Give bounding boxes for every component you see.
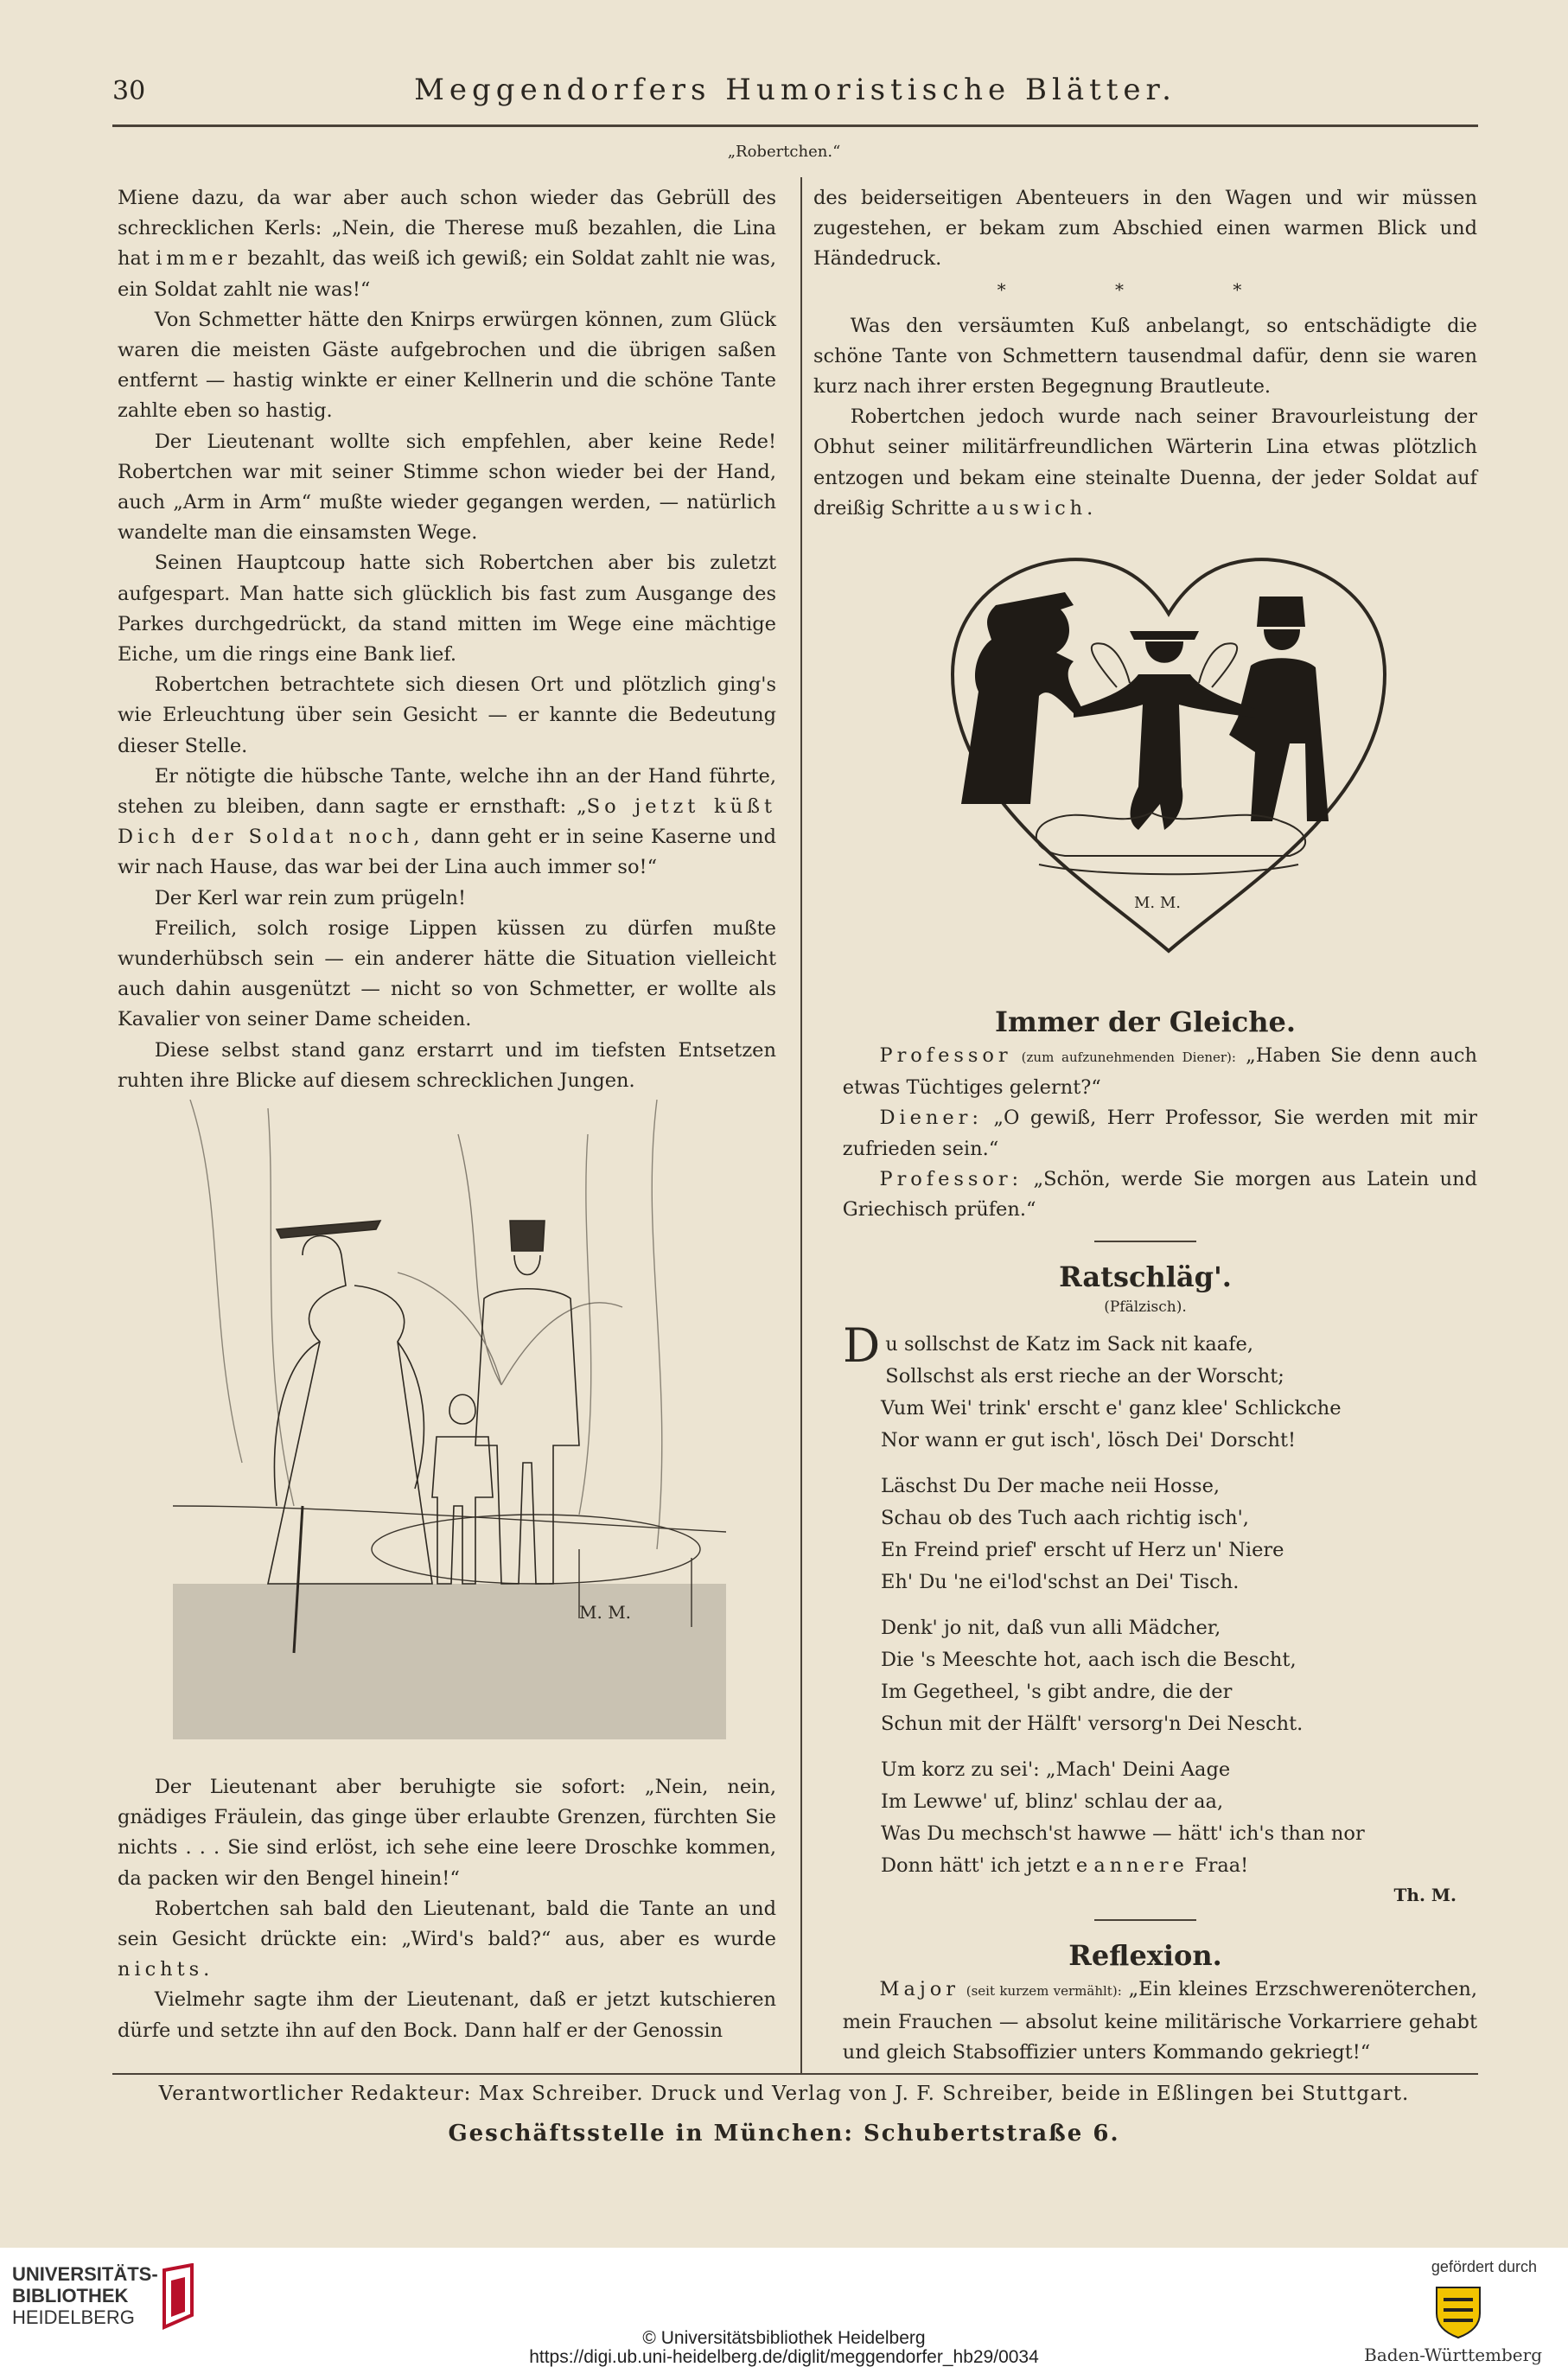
paragraph: Robertchen sah bald den Lieutenant, bald die Tante an und sein Gesicht drückte ein: „Wird's bald?“ aus, aber es wurde nichts. xyxy=(118,1897,776,1981)
column-divider xyxy=(800,177,802,2075)
left-column-top xyxy=(118,183,776,1096)
funder-name: Baden-Württemberg xyxy=(1364,2345,1542,2365)
poem-line: Was Du mechsch'st hawwe — hätt' ich's than nor xyxy=(881,1822,1365,1846)
paragraph: Robertchen betrachtete sich diesen Ort und plötzlich ging's wie Erleuchtung über sein Gesicht — er kannte die Bedeutung dieser Stelle. xyxy=(118,673,776,757)
poem-line: Im Gegetheel, 's gibt andre, die der xyxy=(881,1681,1233,1704)
library-logo-text: UNIVERSITÄTS- BIBLIOTHEK HEIDELBERG xyxy=(12,2263,158,2328)
poem-line: Schau ob des Tuch aach richtig isch', xyxy=(881,1507,1249,1530)
state-crest-icon xyxy=(1428,2282,1488,2339)
illustration-signature: M. M. xyxy=(579,1602,632,1623)
left-column-bottom xyxy=(118,1772,776,2046)
piece-title-ratschlaeg: Ratschläg'. xyxy=(1059,1260,1232,1294)
library-logo-icon xyxy=(161,2263,195,2332)
poem-stanza xyxy=(813,1318,1477,1457)
poem-stanza xyxy=(813,1612,1477,1740)
paragraph: Der Lieutenant wollte sich empfehlen, aber keine Rede! Robertchen war mit seiner Stimme schon wieder bei der Hand, auch „Arm in Arm“ mußte wieder gegangen werden, — natürlich wandelte man die einsamsten Wege. xyxy=(118,430,776,545)
dialogue-line: Major (seit kurzem vermählt): „Ein kleines Erzschwerenöterchen, mein Frauchen — absolut keine militärische Vorkarriere gehabt und gleich Stabsoffizier unters Kommando gekriegt!“ xyxy=(842,1978,1478,2064)
poem-line: Läschst Du Der mache neii Hosse, xyxy=(881,1475,1221,1498)
park-illustration xyxy=(173,1100,726,1739)
paragraph: Vielmehr sagte ihm der Lieutenant, daß er jetzt kutschieren dürfe und setzte ihn auf den Bock. Dann half er der Genossin xyxy=(118,1988,776,2042)
poem-line: Sollschst als erst rieche an der Worscht; xyxy=(885,1365,1284,1388)
drop-cap: D xyxy=(843,1318,881,1374)
paragraph: Von Schmetter hätte den Knirps erwürgen können, zum Glück waren die meisten Gäste aufgebrochen und die übrigen saßen entfernt — hastig winkte er einer Kellnerin und die schöne Tante zahlte eben so hastig. xyxy=(118,308,776,423)
dialogue-line: Diener: „O gewiß, Herr Professor, Sie werden mit mir zufrieden sein.“ xyxy=(842,1107,1477,1160)
office-address: Geschäftsstelle in München: Schubertstraße 6. xyxy=(448,2121,1120,2147)
poem-line: Denk' jo nit, daß vun alli Mädcher, xyxy=(881,1617,1221,1640)
poem-line: En Freind prief' erscht uf Herz un' Niere xyxy=(881,1539,1284,1562)
footer-rule xyxy=(112,2073,1478,2075)
paragraph: Robertchen jedoch wurde nach seiner Bravourleistung der Obhut seiner militärfreundlichen Wärterin Lina etwas plötzlich entzogen und bekam eine steinalte Duenna, der jeder Soldat auf dreißig Schritte auswich. xyxy=(813,405,1477,520)
poem-line: Vum Wei' trink' erscht e' ganz klee' Schlickche xyxy=(881,1397,1342,1420)
right-column-pieces xyxy=(813,1003,1477,2068)
piece-subtitle: (Pfälzisch). xyxy=(1104,1298,1187,1317)
paragraph: Der Kerl war rein zum prügeln! xyxy=(154,886,467,909)
dialogue-line: Professor (zum aufzunehmenden Diener): „Haben Sie denn auch etwas Tüchtiges gelernt?“ xyxy=(842,1044,1478,1100)
poem-line: Die 's Meeschte hot, aach isch die Bescht, xyxy=(881,1649,1297,1672)
poem-stanza xyxy=(813,1754,1477,1882)
funding-label: gefördert durch xyxy=(1431,2258,1537,2275)
dialogue-line: Professor: „Schön, werde Sie morgen aus Latein und Griechisch prüfen.“ xyxy=(842,1167,1478,1222)
heart-signature: M. M. xyxy=(1134,894,1182,912)
imprint-line: Verantwortlicher Redakteur: Max Schreiber. Druck und Verlag von J. F. Schreiber, beide in Eßlingen bei Stuttgart. xyxy=(158,2083,1410,2105)
poem-line: Eh' Du 'ne ei'lod'schst an Dei' Tisch. xyxy=(881,1571,1240,1594)
poem-line: Donn hätt' ich jetzt e annere Fraa! xyxy=(881,1854,1249,1878)
paragraph: Seinen Hauptcoup hatte sich Robertchen aber bis zuletzt aufgespart. Man hatte sich glücklich bis fast zum Ausgange des Parkes durchgedrückt, da stand mitten im Wege eine mächtige Eiche, um die rings eine Bank lief. xyxy=(118,552,776,667)
poem-stanza xyxy=(813,1471,1477,1598)
paragraph: Diese selbst stand ganz erstarrt und im tiefsten Entsetzen ruhten ihre Blicke auf diesem schrecklichen Jungen. xyxy=(118,1038,776,1092)
copyright-notice: © Universitätsbibliothek Heidelberg https://digi.ub.uni-heidelberg.de/diglit/meggendorfer_hb29/0034 xyxy=(0,2329,1568,2367)
page-number: 30 xyxy=(112,76,146,106)
poem-signature: Th. M. xyxy=(1393,1885,1456,1906)
paragraph: Er nötigte die hübsche Tante, welche ihn an der Hand führte, stehen zu bleiben, dann sagte er ernsthaft: „So jetzt küßt Dich der Soldat noch, dann geht er in seine Kaserne und wir nach Hause, das war bei der Lina auch immer so!“ xyxy=(118,764,776,879)
paragraph: des beiderseitigen Abenteuers in den Wagen und wir müssen zugestehen, er bekam zum Abschied einen warmen Blick und Händedruck. xyxy=(813,187,1477,271)
paragraph: Was den versäumten Kuß anbelangt, so entschädigte die schöne Tante von Schmettern tausendmal dafür, denn sie waren kurz nach ihrer ersten Begegnung Brautleute. xyxy=(813,314,1477,399)
archive-bar xyxy=(0,2248,1568,2366)
paragraph: Miene dazu, da war aber auch schon wieder das Gebrüll des schrecklichen Kerls: „Nein, die Therese muß bezahlen, die Lina hat immer bezahlt, das weiß ich gewiß; ein Soldat zahlt nie was, ein Soldat zahlt nie was!“ xyxy=(118,187,776,301)
divider xyxy=(1094,1919,1196,1921)
divider xyxy=(1094,1241,1196,1242)
poem-line: Um korz zu sei': „Mach' Deini Aage xyxy=(881,1758,1231,1782)
poem-line: Nor wann er gut isch', lösch Dei' Dorscht! xyxy=(881,1429,1297,1452)
piece-title-reflexion: Reflexion. xyxy=(1068,1939,1222,1973)
page-header xyxy=(112,69,1478,121)
section-stars: * * * xyxy=(997,278,1294,300)
paragraph: Der Lieutenant aber beruhigte sie sofort: „Nein, nein, gnädiges Fräulein, das ginge über erlaubte Grenzen, fürchten Sie nichts . . . Sie sind erlöst, ich sehe eine leere Droschke kommen, da packen wir den Bengel hinein!“ xyxy=(118,1776,776,1890)
poem-line: Schun mit der Hälft' versorg'n Dei Nescht. xyxy=(881,1713,1303,1736)
piece-title-immer: Immer der Gleiche. xyxy=(994,1005,1297,1038)
header-rule xyxy=(112,124,1478,127)
heart-silhouette-illustration xyxy=(944,545,1393,960)
magazine-title: Meggendorfers Humoristische Blätter. xyxy=(414,73,1176,107)
paragraph: Freilich, solch rosige Lippen küssen zu dürfen mußte wunderhübsch sein — ein anderer hätte die Situation vielleicht auch dahin ausgenützt — nicht so von Schmetter, er wollte als Kavalier von seiner Dame scheiden. xyxy=(118,916,776,1031)
permalink[interactable]: https://digi.ub.uni-heidelberg.de/diglit/meggendorfer_hb29/0034 xyxy=(529,2347,1039,2367)
poem-line: Im Lewwe' uf, blinz' schlau der aa, xyxy=(881,1790,1224,1814)
running-title: „Robertchen.“ xyxy=(727,143,841,161)
poem-line: Du sollschst de Katz im Sack nit kaafe, xyxy=(843,1318,1253,1374)
right-column-top xyxy=(813,183,1477,524)
